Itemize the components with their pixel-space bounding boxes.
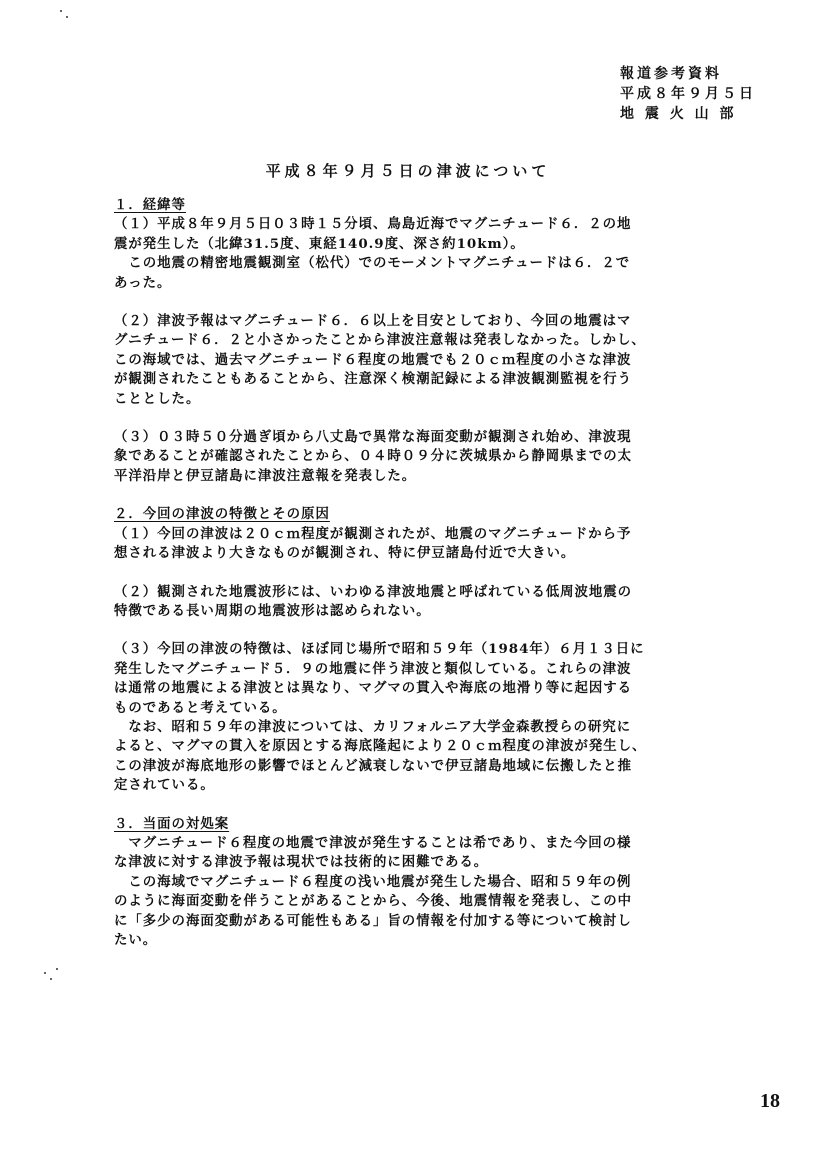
section-gap	[114, 486, 764, 505]
document-title: 平成８年９月５日の津波について	[265, 162, 551, 180]
text-line: 想される津波より大きなものが観測され、特に伊豆諸島付近で大きい。	[114, 545, 576, 562]
text-line: に「多少の海面変動がある可能性もある」旨の情報を付加する等について検討し	[114, 912, 632, 929]
text-line: マグニチュード６程度の地震で津波が発生することは希であり、また今回の様	[114, 834, 632, 851]
text-line: （１）平成８年９月５日０３時１５分頃、鳥島近海でマグニチュード６．２の地	[114, 216, 632, 233]
header-line-1: 報道参考資料	[620, 66, 722, 82]
text-line: 平洋沿岸と伊豆諸島に津波注意報を発表した。	[114, 467, 417, 484]
scan-speck	[44, 972, 46, 974]
text-line: 象であることが確認されたことから、０４時０９分に茨城県から静岡県までの太	[114, 448, 633, 465]
text-line: （１）今回の津波は２０ｃｍ程度が観測されたが、地震のマグニチュードから予	[114, 525, 632, 542]
text-line: 発生したマグニチュード５．９の地震に伴う津波と類似している。これらの津波	[114, 660, 632, 677]
section-heading: ２．今回の津波の特徴とその原因	[114, 506, 330, 523]
text-line: ものであると考えている。	[114, 699, 287, 716]
text-line: が観測されたこともあることから、注意深く検潮記録による津波観測監視を行う	[114, 371, 633, 388]
text-line: グニチュード６．２と小さかったことから津波注意報は発表しなかった。しかし、	[114, 332, 646, 349]
text-line: （２）津波予報はマグニチュード６．６以上を目安としており、今回の地震はマ	[114, 313, 632, 330]
document-header	[620, 64, 780, 124]
page-number: 18	[760, 1090, 780, 1112]
text-line: （３）今回の津波の特徴は、ほぼ同じ場所で昭和５９年（1984年）６月１３日に	[114, 641, 645, 658]
text-line: な津波に対する津波予報は現状では技術的に困難である。	[114, 854, 489, 871]
paragraph-gap	[114, 621, 764, 640]
text-line: （２）観測された地震波形には、いわゆる津波地震と呼ばれている低周波地震の	[114, 583, 633, 600]
text-line: たい。	[114, 932, 158, 948]
paragraph-gap	[114, 564, 764, 583]
text-line: よると、マグマの貫入を原因とする海底隆起により２０ｃｍ程度の津波が発生し、	[114, 738, 647, 755]
text-line: この海域でマグニチュード６程度の浅い地震が発生した場合、昭和５９年の例	[114, 873, 632, 890]
paragraph-gap	[114, 409, 764, 428]
text-line: （３）０３時５０分過ぎ頃から八丈島で異常な海面変動が観測され始め、津波現	[114, 429, 632, 446]
text-line: 震が発生した（北緯31.5度、東経140.9度、深さ約10km）。	[114, 235, 525, 252]
text-line: なお、昭和５９年の津波については、カリフォルニア大学金森教授らの研究に	[114, 718, 632, 735]
text-line: こととした。	[114, 390, 201, 407]
text-line: この海域では、過去マグニチュード６程度の地震でも２０ｃｍ程度の小さな津波	[114, 351, 632, 368]
header-line-2: 平成８年９月５日	[620, 86, 756, 102]
paragraph-gap	[114, 293, 764, 312]
section-gap	[114, 796, 764, 815]
scan-speck	[66, 16, 68, 18]
text-line: 特徴である長い周期の地震波形は認められない。	[114, 602, 431, 619]
section-heading: ３．当面の対処案	[114, 815, 230, 832]
scan-speck	[56, 968, 58, 970]
document-body	[114, 196, 764, 950]
text-line: この地震の精密地震観測室（松代）でのモーメントマグニチュードは６．２で	[114, 255, 631, 272]
text-line: のように海面変動を伴うことがあることから、今後、地震情報を発表し、この中	[114, 893, 633, 910]
text-line: この津波が海底地形の影響でほとんど減衰しないで伊豆諸島地域に伝搬したと推	[114, 757, 633, 774]
text-line: は通常の地震による津波とは異なり、マグマの貫入や海底の地滑り等に起因する	[114, 680, 633, 697]
text-line: 定されている。	[114, 777, 215, 794]
header-line-3: 地 震 火 山 部	[620, 106, 737, 122]
text-line: あった。	[114, 274, 172, 291]
scan-speck	[60, 10, 62, 12]
section-heading: １．経緯等	[114, 197, 186, 213]
scan-speck	[50, 978, 52, 980]
